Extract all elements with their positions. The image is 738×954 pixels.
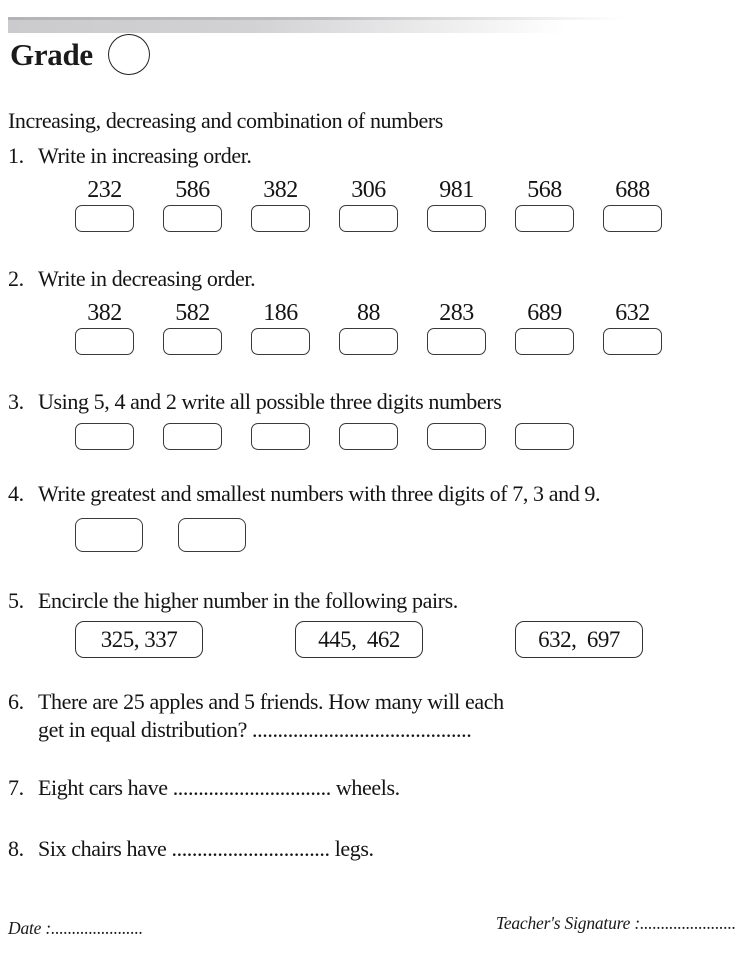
question-3-text: Using 5, 4 and 2 write all possible three digits numbers — [38, 389, 502, 414]
question-6-number: 6. — [8, 689, 24, 714]
answer-box[interactable] — [163, 328, 222, 355]
question-1-answer-boxes — [75, 205, 662, 232]
q2-number: 283 — [439, 300, 474, 326]
worksheet-title: Increasing, decreasing and combination of numbers — [8, 108, 443, 133]
grade-label: Grade — [10, 36, 93, 72]
question-5-text: Encircle the higher number in the following pairs. — [38, 588, 458, 613]
question-2-label — [8, 266, 255, 292]
question-7-number: 7. — [8, 775, 24, 800]
answer-box[interactable] — [251, 423, 310, 450]
answer-box[interactable] — [515, 328, 574, 355]
answer-box[interactable] — [178, 518, 246, 552]
q1-number: 568 — [527, 177, 562, 203]
answer-box[interactable] — [339, 205, 398, 232]
q1-number: 232 — [87, 177, 122, 203]
number-pair-box[interactable]: 632, 697 — [515, 621, 643, 658]
question-1-numbers-row — [75, 177, 662, 204]
answer-box[interactable] — [75, 423, 134, 450]
question-4-answer-boxes — [75, 518, 246, 552]
question-5-pair-boxes — [75, 621, 643, 658]
answer-box[interactable] — [251, 328, 310, 355]
q1-number: 586 — [175, 177, 210, 203]
header-bar-body — [8, 20, 708, 33]
question-3-number: 3. — [8, 389, 24, 414]
question-6-text-line2: get in equal distribution? ........................................... — [38, 717, 472, 742]
header-gradient-bar — [8, 17, 708, 33]
q2-number: 582 — [175, 300, 210, 326]
teacher-signature-field: Teacher's Signature :....................... — [495, 913, 736, 933]
question-3-answer-boxes — [75, 423, 574, 450]
answer-box[interactable] — [75, 518, 143, 552]
question-8-label — [8, 836, 374, 862]
grade-row — [10, 34, 150, 75]
question-6-label — [8, 689, 504, 715]
question-3-label — [8, 389, 501, 415]
number-pair-box[interactable]: 445, 462 — [295, 621, 423, 658]
q2-number: 689 — [527, 300, 562, 326]
q2-number: 632 — [615, 300, 650, 326]
q1-number: 306 — [351, 177, 386, 203]
answer-box[interactable] — [75, 328, 134, 355]
question-8-number: 8. — [8, 836, 24, 861]
question-4-text: Write greatest and smallest numbers with three digits of 7, 3 and 9. — [38, 481, 601, 506]
question-2-number: 2. — [8, 266, 24, 291]
question-2-numbers-row — [75, 300, 662, 327]
answer-box[interactable] — [339, 328, 398, 355]
question-4-label — [8, 481, 600, 507]
q2-number: 88 — [357, 300, 380, 326]
grade-circle-field[interactable] — [108, 34, 150, 75]
question-4-number: 4. — [8, 481, 24, 506]
question-6-text-line1: There are 25 apples and 5 friends. How many will each — [38, 689, 504, 714]
answer-box[interactable] — [603, 205, 662, 232]
question-5-label — [8, 588, 458, 614]
q1-number: 382 — [263, 177, 298, 203]
q2-number: 186 — [263, 300, 298, 326]
q2-number: 382 — [87, 300, 122, 326]
answer-box[interactable] — [163, 205, 222, 232]
date-field: Date :...................... — [8, 918, 143, 938]
question-8-text: Six chairs have ............................... legs. — [38, 836, 374, 861]
question-2-text: Write in decreasing order. — [38, 266, 256, 291]
q1-number: 981 — [439, 177, 474, 203]
answer-box[interactable] — [427, 423, 486, 450]
answer-box[interactable] — [515, 423, 574, 450]
answer-box[interactable] — [339, 423, 398, 450]
number-pair-box[interactable]: 325, 337 — [75, 621, 203, 658]
question-2-answer-boxes — [75, 328, 662, 355]
question-5-number: 5. — [8, 588, 24, 613]
answer-box[interactable] — [163, 423, 222, 450]
question-1-text: Write in increasing order. — [38, 143, 252, 168]
question-1-label — [8, 143, 252, 169]
question-7-label — [8, 775, 400, 801]
answer-box[interactable] — [515, 205, 574, 232]
answer-box[interactable] — [251, 205, 310, 232]
answer-box[interactable] — [427, 328, 486, 355]
question-1-number: 1. — [8, 143, 24, 168]
question-7-text: Eight cars have ............................... wheels. — [38, 775, 400, 800]
answer-box[interactable] — [427, 205, 486, 232]
q1-number: 688 — [615, 177, 650, 203]
answer-box[interactable] — [75, 205, 134, 232]
answer-box[interactable] — [603, 328, 662, 355]
